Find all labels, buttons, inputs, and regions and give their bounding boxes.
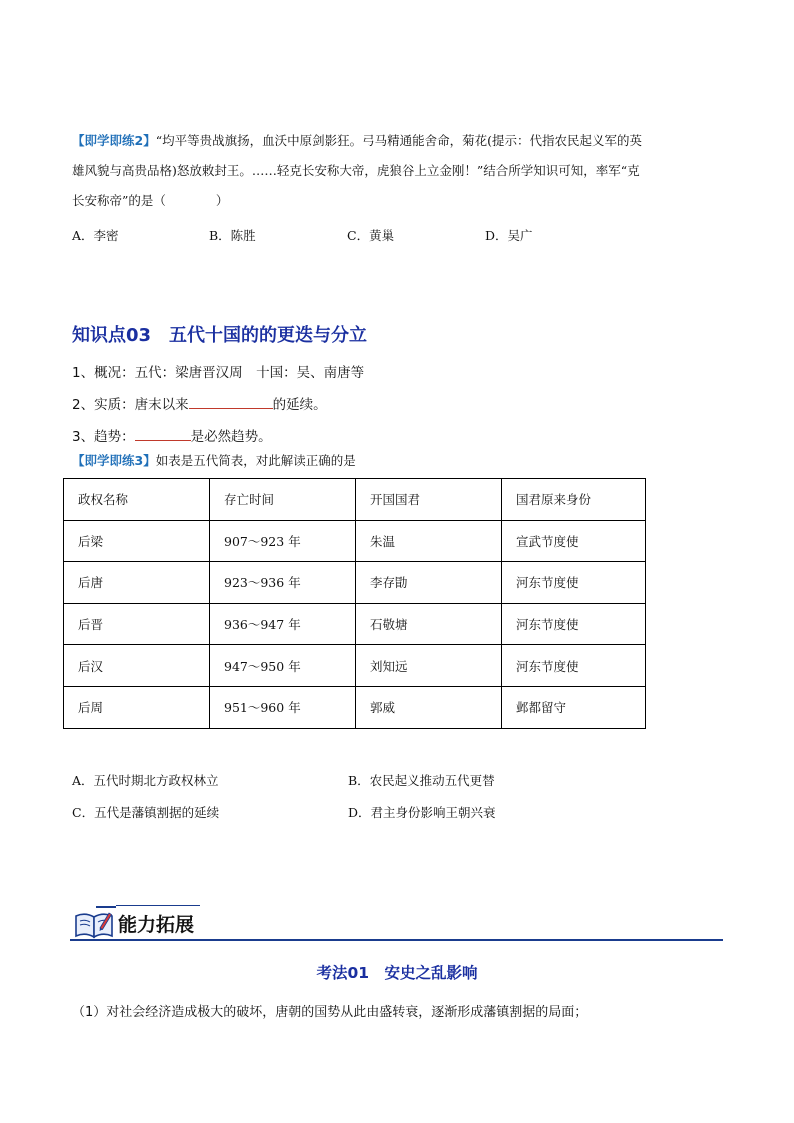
exercise3-option-a[interactable]: A．五代时期北方政权林立 — [72, 773, 219, 788]
table-cell: 后周 — [64, 686, 210, 728]
table-cell: 936～947 年 — [210, 603, 356, 645]
exercise2-line2: 雄风貌与高贵品格)怒放敕封王。……轻克长安称大帝，虎狼谷上立金刚！”结合所学知识可知，率军“克 — [72, 163, 640, 178]
kaofa01-title: 考法01 安史之乱影响 — [316, 964, 478, 982]
exercise2-tag: 【即学即练2】 — [72, 133, 156, 148]
table-cell: 947～950 年 — [210, 645, 356, 687]
table-row — [64, 603, 646, 645]
table-cell: 邺都留守 — [502, 686, 646, 728]
table-header-row — [64, 479, 646, 521]
exercise2-line1: 【即学即练2】“均平等贵战旗扬，血沃中原剑影狂。弓马精通能舍命，菊花(提示：代指农民起义军的英 — [72, 133, 642, 148]
section-divider — [70, 939, 723, 941]
table-cell: 后汉 — [64, 645, 210, 687]
knowledge3-item2: 2、实质：唐末以来 的延续。 — [72, 393, 327, 413]
exercise3-prompt-line: 【即学即练3】如表是五代简表，对此解读正确的是 — [72, 453, 356, 468]
exercise3-tag: 【即学即练3】 — [72, 453, 156, 468]
exercise2-option-a[interactable]: A．李密 — [72, 228, 119, 243]
table-header-cell: 国君原来身份 — [502, 479, 646, 521]
exercise2-option-d[interactable]: D．吴广 — [485, 228, 533, 243]
table-header-cell: 开国国君 — [356, 479, 502, 521]
table-cell: 河东节度使 — [502, 645, 646, 687]
exercise3-option-c[interactable]: C．五代是藩镇割据的延续 — [72, 805, 220, 820]
table-cell: 后唐 — [64, 562, 210, 604]
exercise2-line3: 长安称帝”的是（ ） — [72, 193, 229, 208]
kaofa01-item1: （1）对社会经济造成极大的破坏，唐朝的国势从此由盛转衰，逐渐形成藩镇割据的局面； — [72, 1005, 588, 1020]
section-top-rule — [116, 905, 200, 906]
table-cell: 李存勖 — [356, 562, 502, 604]
open-book-pencil-icon — [72, 904, 116, 940]
table-cell: 后晋 — [64, 603, 210, 645]
table-cell: 907～923 年 — [210, 520, 356, 562]
table-row — [64, 686, 646, 728]
table-cell: 951～960 年 — [210, 686, 356, 728]
table-header-cell: 政权名称 — [64, 479, 210, 521]
knowledge3-title: 知识点03 五代十国的的更迭与分立 — [72, 325, 368, 346]
exercise2-option-c[interactable]: C．黄巢 — [347, 228, 395, 243]
table-cell: 刘知远 — [356, 645, 502, 687]
table-cell: 朱温 — [356, 520, 502, 562]
table-cell: 923～936 年 — [210, 562, 356, 604]
table-cell: 河东节度使 — [502, 562, 646, 604]
table-cell: 宣武节度使 — [502, 520, 646, 562]
table-cell: 河东节度使 — [502, 603, 646, 645]
exercise2-option-b[interactable]: B．陈胜 — [209, 228, 256, 243]
knowledge3-item1: 1、概况：五代：梁唐晋汉周 十国：吴、南唐等 — [72, 365, 365, 381]
table-cell: 石敬塘 — [356, 603, 502, 645]
ability-section-title: 能力拓展 — [118, 914, 195, 936]
fill-blank[interactable] — [189, 394, 273, 409]
five-dynasties-table — [63, 478, 646, 729]
fill-blank[interactable] — [135, 426, 191, 441]
table-cell: 后梁 — [64, 520, 210, 562]
exercise3-option-d[interactable]: D．君主身份影响王朝兴衰 — [348, 805, 496, 820]
table-header-cell: 存亡时间 — [210, 479, 356, 521]
table-row — [64, 520, 646, 562]
table-row — [64, 562, 646, 604]
table-row — [64, 645, 646, 687]
exercise3-option-b[interactable]: B．农民起义推动五代更替 — [348, 773, 495, 788]
knowledge3-item3: 3、趋势： 是必然趋势。 — [72, 425, 272, 445]
table-cell: 郭威 — [356, 686, 502, 728]
